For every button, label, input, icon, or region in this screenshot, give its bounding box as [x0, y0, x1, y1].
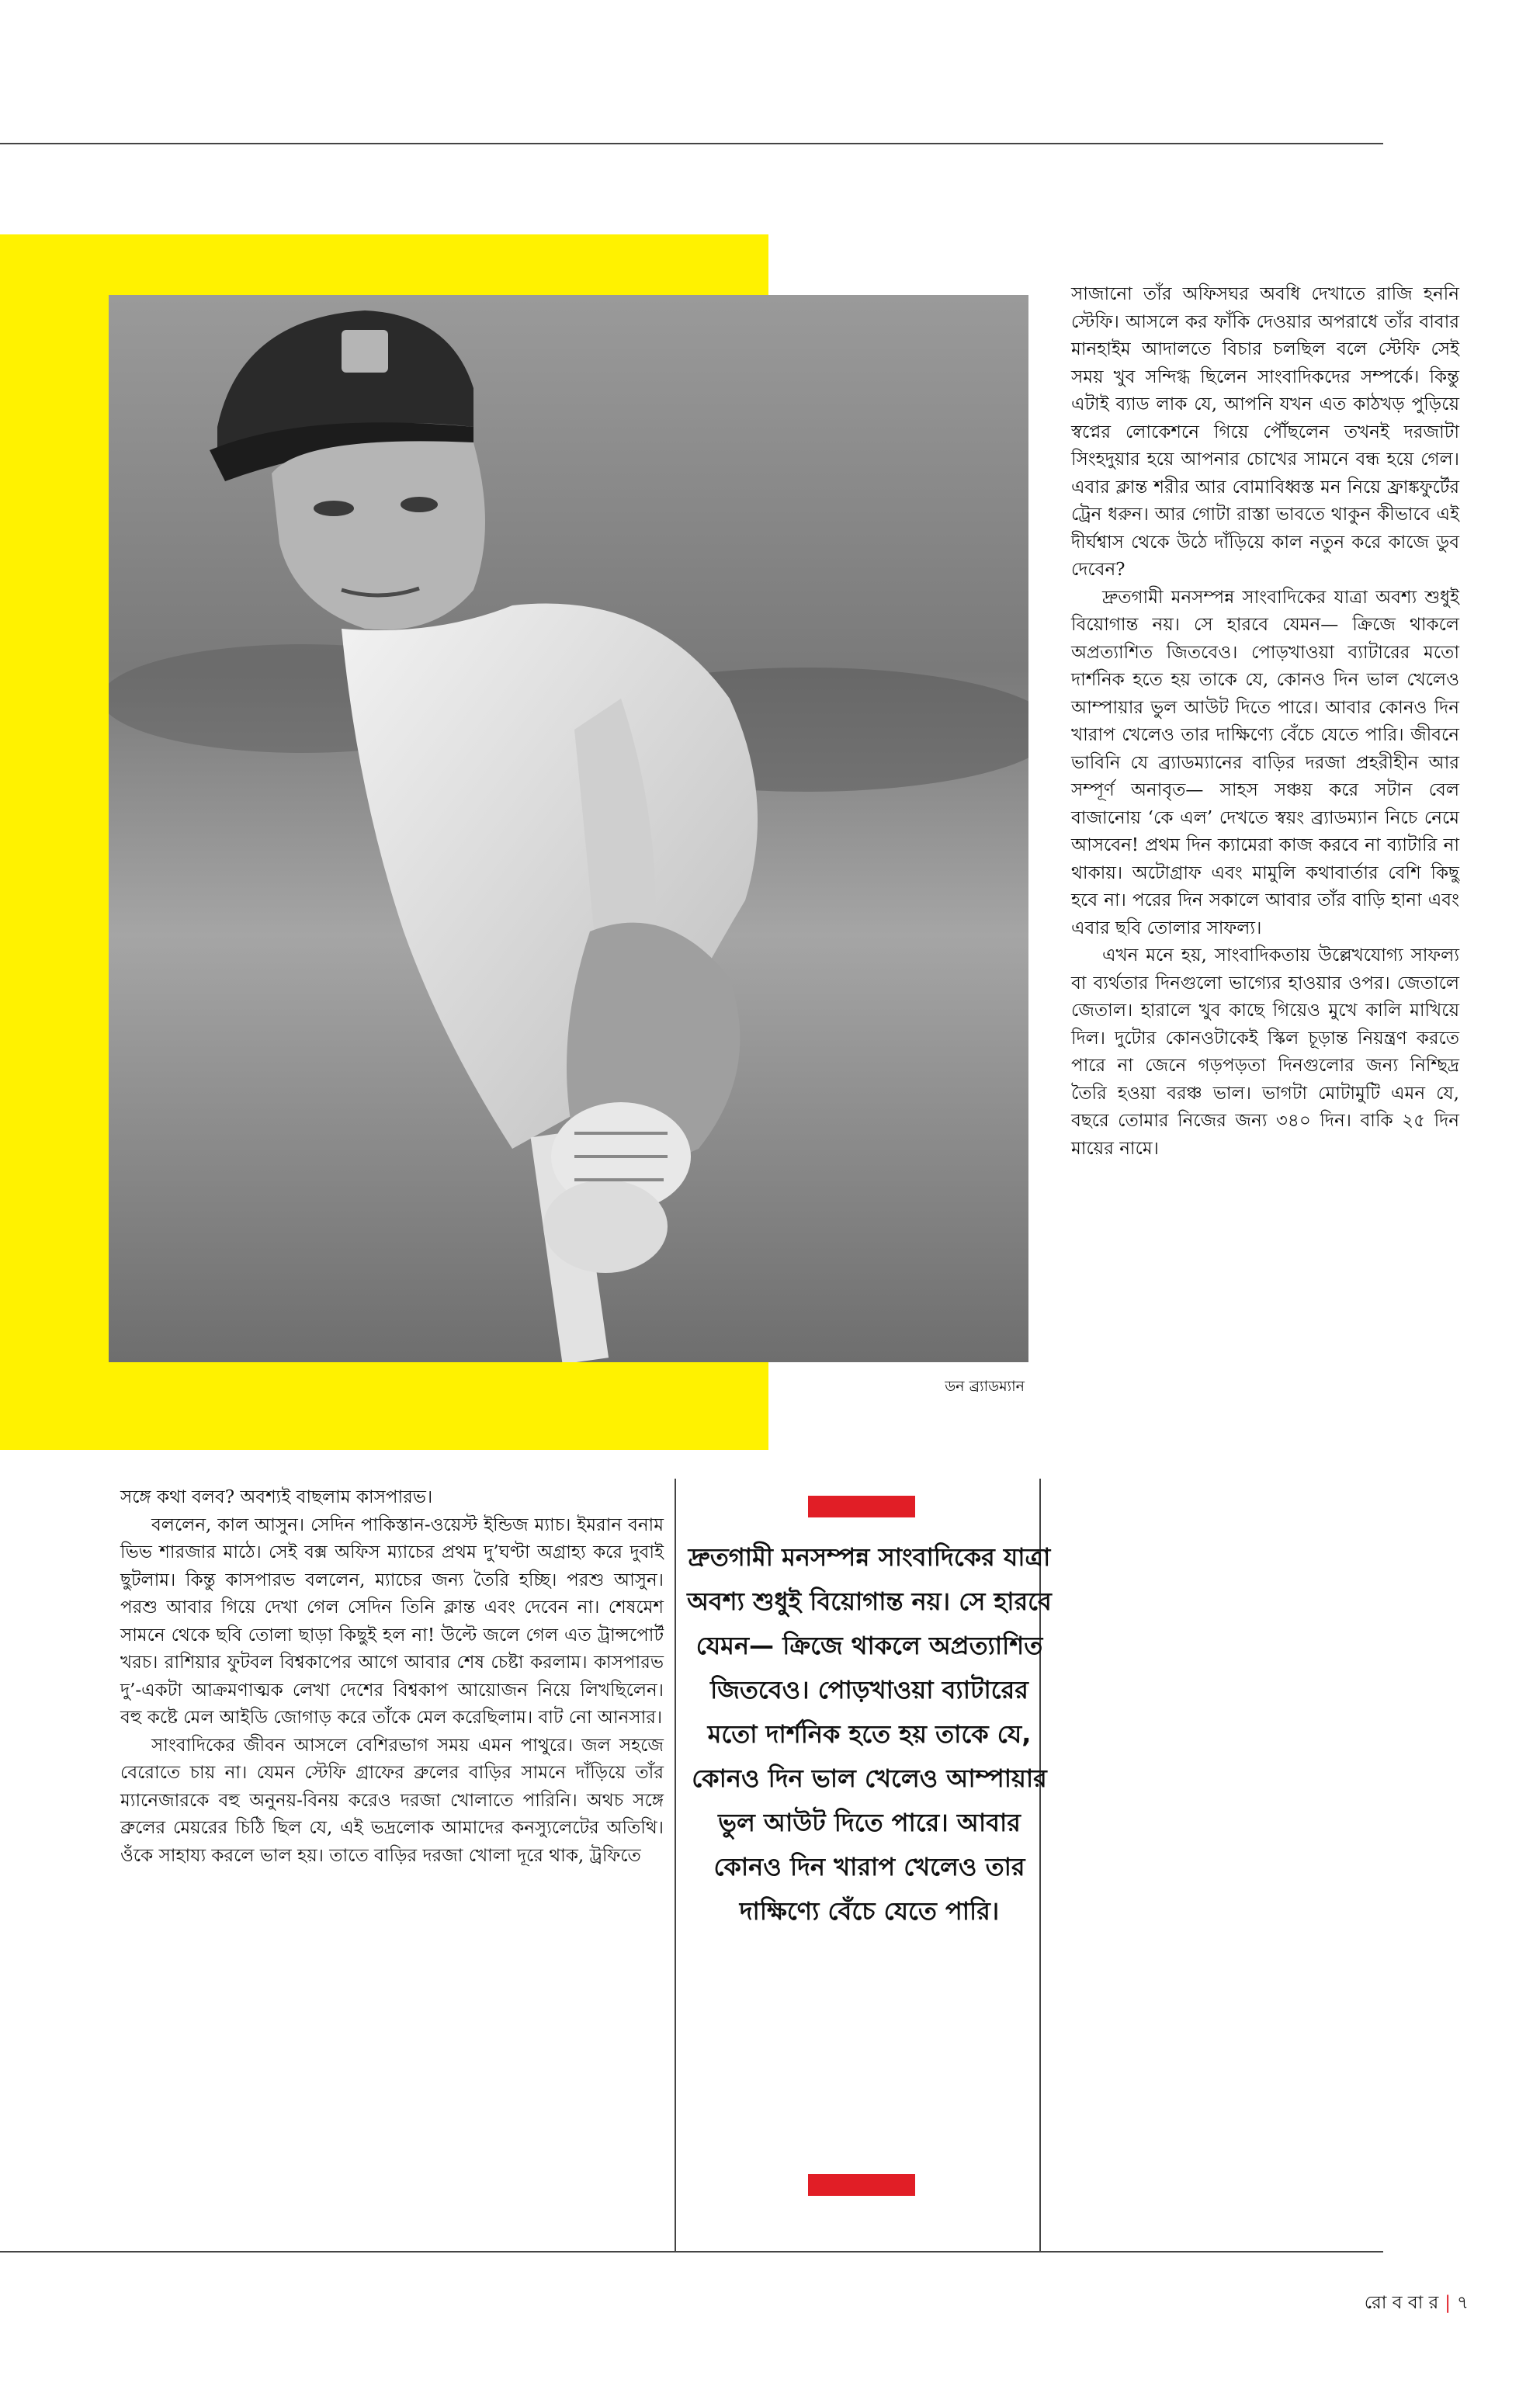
bottom-rule: [0, 2251, 1383, 2253]
left-paragraph-2: বললেন, কাল আসুন। সেদিন পাকিস্তান-ওয়েস্ট ইন্ডিজ ম্যাচ। ইমরান বনাম ভিভ শারজার মাঠে। সেই বক্স অফিস ম্যাচের প্রথম দু’ঘণ্টা অগ্রাহ্য করে দুবাই ছুটলাম। কিন্তু কাসপারভ বললেন, ম্যাচের জন্য তৈরি হচ্ছি। পরশু আসুন। পরশু আবার গিয়ে দেখা গেল সেদিন তিনি ক্লান্ত এবং দেবেন না। শেষমেশ সামনে থেকে ছবি তোলা ছাড়া কিছুই হল না! উল্টে জলে গেল এত ট্রান্সপোর্ট খরচ। রাশিয়ার ফুটবল বিশ্বকাপের আগে আবার শেষ চেষ্টা করলাম। কাসপারভ দু’-একটা আক্রমণাত্মক লেখা দেশের বিশ্বকাপ আয়োজন নিয়ে লিখছিলেন। বহু কষ্টে মেল আইডি জোগাড় করে তাঁকে মেল করেছিলাম। বাট নো আনসার।: [120, 1514, 664, 1728]
right-paragraph-2: দ্রুতগামী মনসম্পন্ন সাংবাদিকের যাত্রা অবশ্য শুধুই বিয়োগান্ত নয়। সে হারবে যেমন— ক্রিজে থাকলে অপ্রত্যাশিত জিতবেও। পোড়খাওয়া ব্যাটারের মতো দার্শনিক হতে হয় তাকে যে, কোনও দিন ভাল খেলেও আম্পায়ার ভুল আউট দিতে পারে। আবার কোনও দিন খারাপ খেলেও তার দাক্ষিণ্যে বেঁচে যেতে পারি। জীবনে ভাবিনি যে ব্র্যাডম্যানের বাড়ির দরজা প্রহরীহীন আর সম্পূর্ণ অনাবৃত— সাহস সঞ্চয় করে সটান বেল বাজানোয় ‘কে এল’ দেখতে স্বয়ং ব্র্যাডম্যান নিচে নেমে আসবেন! প্রথম দিন ক্যামেরা কাজ করবে না ব্যাটারি না থাকায়। অটোগ্রাফ এবং মামুলি কথাবার্তার বেশি কিছু হবে না। পরের দিন সকালে আবার তাঁর বাড়ি হানা এবং এবার ছবি তোলার সাফল্য।: [1071, 587, 1459, 938]
right-column-text: [1071, 281, 1459, 1163]
top-rule: [0, 143, 1383, 144]
pull-quote-bottom-bar: [808, 2174, 915, 2196]
right-paragraph-3: এখন মনে হয়, সাংবাদিকতায় উল্লেখযোগ্য সাফল্য বা ব্যর্থতার দিনগুলো ভাগ্যের হাওয়ার ওপর। জেতালে জেতাল। হারালে খুব কাছে গিয়েও মুখে কালি মাখিয়ে দিল। দুটোর কোনওটাকেই স্কিল চূড়ান্ত নিয়ন্ত্রণ করতে পারে না জেনে গড়পড়তা দিনগুলোর জন্য নিশ্ছিদ্র তৈরি হওয়া বরঞ্চ ভাল। ভাগটা মোটামুটি এমন যে, বছরে তোমার নিজের জন্য ৩৪০ দিন। বাকি ২৫ দিন মায়ের নামে।: [1071, 945, 1459, 1159]
left-column-text: [120, 1484, 664, 1870]
pull-quote-top-bar: [808, 1496, 915, 1517]
bradman-photo: [109, 295, 1028, 1362]
right-paragraph-1: সাজানো তাঁর অফিসঘর অবধি দেখাতে রাজি হননি স্টেফি। আসলে কর ফাঁকি দেওয়ার অপরাধে তাঁর বাবার মানহাইম আদালতে বিচার চলছিল বলে স্টেফি সেই সময় খুব সন্দিগ্ধ ছিলেন সাংবাদিকদের সম্পর্কে। কিন্তু এটাই ব্যাড লাক যে, আপনি যখন এত কাঠখড় পুড়িয়ে স্বপ্নের লোকেশনে গিয়ে পৌঁছলেন তখনই দরজাটা সিংহদুয়ার হয়ে আপনার চোখের সামনে বন্ধ হয়ে গেল। এবার ক্লান্ত শরীর আর বোমাবিধ্বস্ত মন নিয়ে ফ্রাঙ্কফুর্টের ট্রেন ধরুন। আর গোটা রাস্তা ভাবতে থাকুন কীভাবে এই দীর্ঘশ্বাস থেকে উঠে দাঁড়িয়ে কাল নতুন করে কাজে ডুব দেবেন?: [1071, 284, 1459, 580]
footer-separator: |: [1445, 2293, 1452, 2313]
left-paragraph-3: সাংবাদিকের জীবন আসলে বেশিরভাগ সময় এমন পাথুরে। জল সহজে বেরোতে চায় না। যেমন স্টেফি গ্রাফের ব্রুলের বাড়ির সামনে দাঁড়িয়ে তাঁর ম্যানেজারকে বহু অনুনয়-বিনয় করেও দরজা খোলাতে পারিনি। অথচ সঙ্গে ব্রুলের মেয়রের চিঠি ছিল যে, এই ভদ্রলোক আমাদের কনস্যুলেটের অতিথি। ওঁকে সাহায্য করলে ভাল হয়। তাতে বাড়ির দরজা খোলা দূরে থাক, ট্রফিতে: [120, 1735, 664, 1866]
column-divider-left: [675, 1479, 676, 2251]
footer-section-name: রো ব বা র: [1364, 2293, 1439, 2313]
left-paragraph-1: সঙ্গে কথা বলব? অবশ্যই বাছলাম কাসপারভ।: [120, 1487, 433, 1507]
page-number: ৭: [1457, 2293, 1469, 2313]
pull-quote: দ্রুতগামী মনসম্পন্ন সাংবাদিকের যাত্রা অবশ্য শুধুই বিয়োগান্ত নয়। সে হারবে যেমন— ক্রিজে থাকলে অপ্রত্যাশিত জিতবেও। পোড়খাওয়া ব্যাটারের মতো দার্শনিক হতে হয় তাকে যে, কোনও দিন ভাল খেলেও আম্পায়ার ভুল আউট দিতে পারে। আবার কোনও দিন খারাপ খেলেও তার দাক্ষিণ্যে বেঁচে যেতে পারি।: [687, 1542, 1052, 1926]
bradman-photo-illustration: [109, 295, 1028, 1362]
page-footer: [1365, 2288, 1469, 2318]
photo-caption: ডন ব্র্যাডম্যান: [945, 1378, 1025, 1395]
